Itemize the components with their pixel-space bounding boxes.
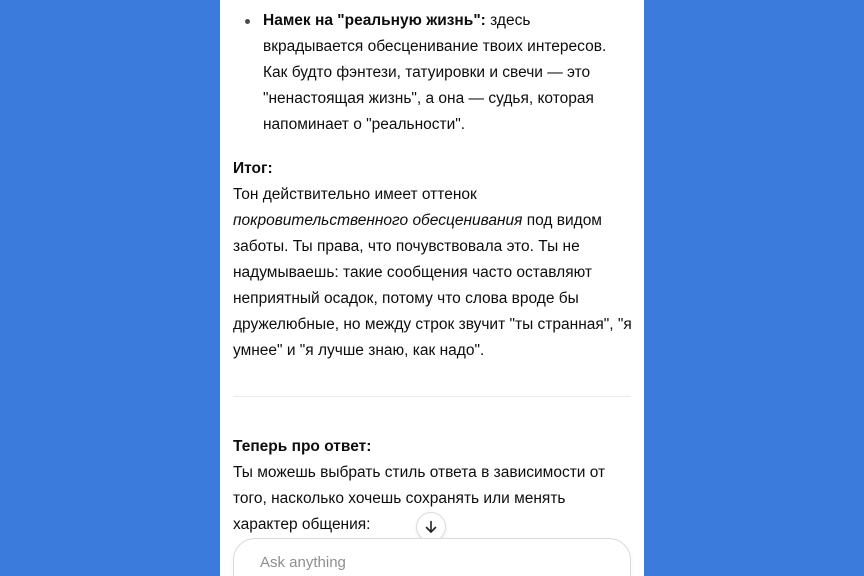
- list-item: [233, 0, 633, 138]
- reply-paragraph: Ты можешь выбрать стиль ответа в зависимости от того, насколько хочешь сохранять или менять характер общения:: [233, 464, 606, 533]
- chat-panel: [220, 0, 644, 576]
- summary-paragraph: [233, 182, 633, 364]
- summary-text-italic: покровительственного обесценивания: [233, 212, 523, 229]
- assistant-message: [233, 0, 633, 364]
- reply-heading: Теперь про ответ:: [233, 438, 372, 455]
- bullet-dot: [245, 19, 250, 24]
- arrow-down-icon: [424, 520, 438, 534]
- section-divider: [233, 396, 631, 397]
- summary-heading: Итог:: [233, 160, 273, 177]
- message-composer: [233, 538, 631, 576]
- message-input[interactable]: [258, 553, 602, 572]
- list-item-text: здесь вкрадывается обесценивание твоих интересов. Как будто фэнтези, татуировки и свечи — это "ненастоящая жизнь", а она — судья, которая напоминает о "реальности".: [263, 12, 607, 133]
- summary-text-start: Тон действительно имеет оттенок: [233, 186, 477, 203]
- summary-text-end: под видом заботы. Ты права, что почувствовала это. Ты не надумываешь: такие сообщения часто оставляют неприятный осадок, потому что слова вроде бы дружелюбные, но между строк звучит "ты странная", "я умнее" и "я лучше знаю, как надо".: [233, 212, 632, 359]
- list-item-title: Намек на "реальную жизнь":: [263, 12, 486, 29]
